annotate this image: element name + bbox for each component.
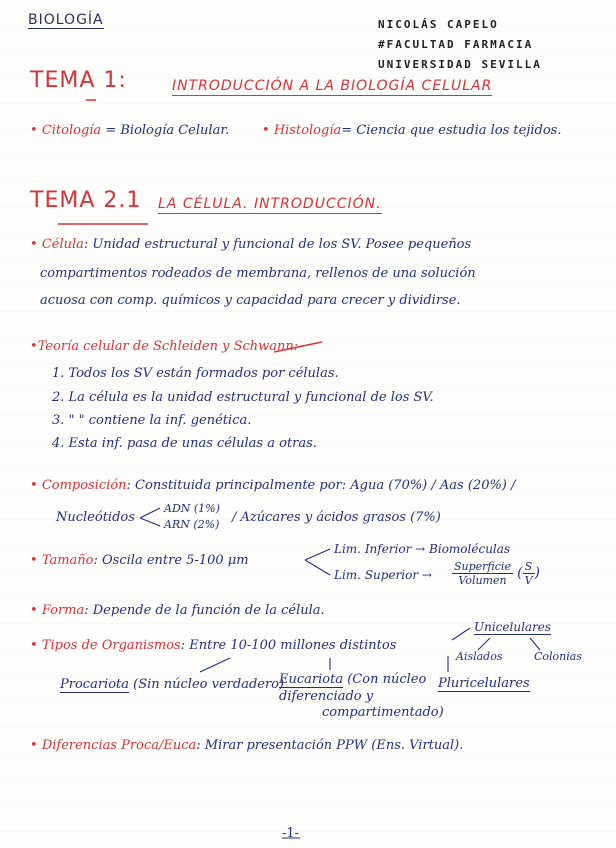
student-name: NICOLÁS CAPELO bbox=[378, 18, 499, 31]
aislados-label: Aislados bbox=[456, 650, 503, 663]
colonias-arrow bbox=[530, 638, 540, 650]
teoria-item-1: 1. Todos los SV están formados por células. bbox=[52, 366, 339, 381]
procariota-note: (Sin núcleo verdadero) bbox=[133, 677, 285, 692]
teoria-item-2: 2. La célula es la unidad estructural y funcional de los SV. bbox=[52, 390, 434, 405]
eucariota-term: Eucariota bbox=[279, 672, 344, 687]
diferencias-term: Diferencias Proca/Euca bbox=[41, 738, 197, 753]
bullet-icon: • bbox=[30, 339, 38, 354]
colonias-label: Colonias bbox=[534, 650, 582, 663]
nucleotidos-label: Nucleótidos bbox=[56, 510, 135, 525]
citologia-line bbox=[30, 123, 229, 138]
tema1-title: INTRODUCCIÓN A LA BIOLOGÍA CELULAR bbox=[172, 78, 493, 94]
bullet-icon: • bbox=[30, 123, 42, 138]
bullet-icon: • bbox=[30, 638, 42, 653]
ratio-denominator: Volumen bbox=[458, 574, 507, 587]
adn-arrow bbox=[140, 508, 160, 518]
bullet-icon: • bbox=[30, 738, 42, 753]
celula-line3: acuosa con comp. químicos y capacidad para crecer y dividirse. bbox=[40, 293, 461, 308]
ratio-v: V bbox=[524, 574, 533, 587]
citologia-definition: = Biología Celular. bbox=[105, 123, 230, 138]
eucariota-note3: compartimentado) bbox=[322, 705, 444, 720]
forma-term: Forma bbox=[41, 603, 85, 618]
celula-text1: : Unidad estructural y funcional de los SV. Posee pequeños bbox=[83, 237, 472, 252]
composicion-line1 bbox=[30, 478, 515, 493]
teoria-item-3: 3. " " contiene la inf. genética. bbox=[52, 413, 252, 428]
tamano-text: : Oscila entre 5-100 μm bbox=[93, 553, 249, 568]
eucariota-note2: diferenciado y bbox=[279, 689, 374, 704]
arn-arrow bbox=[140, 518, 160, 526]
procariota-line bbox=[60, 677, 284, 692]
aislados-arrow bbox=[478, 638, 490, 650]
page-number: -1- bbox=[282, 826, 300, 841]
limite-inferior: Lim. Inferior → Biomoléculas bbox=[334, 542, 511, 556]
diferencias-line bbox=[30, 738, 463, 753]
histologia-definition: = Ciencia que estudia los tejidos. bbox=[341, 123, 562, 138]
faculty-label: #FACULTAD FARMACIA bbox=[378, 38, 534, 51]
composicion-text: : Constituida principalmente por: Agua (70%) / Aas (20%) / bbox=[126, 478, 516, 493]
teoria-heading: Teoría celular de Schleiden y Schwann: bbox=[37, 339, 299, 354]
diferencias-text: : Mirar presentación PPW (Ens. Virtual). bbox=[196, 738, 464, 753]
bullet-icon: • bbox=[30, 553, 42, 568]
forma-text: : Depende de la función de la célula. bbox=[84, 603, 325, 618]
lim-inf-arrow bbox=[305, 549, 330, 560]
azucares-label: / Azúcares y ácidos grasos (7%) bbox=[232, 510, 441, 525]
subject-title: BIOLOGÍA bbox=[28, 12, 104, 28]
histologia-line bbox=[262, 123, 561, 138]
ratio-numerator: Superficie bbox=[454, 560, 511, 573]
celula-term: Célula bbox=[41, 237, 84, 252]
procariota-arrow bbox=[200, 658, 230, 672]
bullet-icon: • bbox=[30, 603, 42, 618]
tamano-term: Tamaño bbox=[41, 553, 94, 568]
citologia-term: Citología bbox=[41, 123, 102, 138]
eucariota-note1: (Con núcleo bbox=[347, 672, 427, 687]
eucariota-line bbox=[279, 672, 426, 687]
pluricelulares-label: Pluricelulares bbox=[438, 676, 530, 691]
university-label: UNIVERSIDAD SEVILLA bbox=[378, 58, 542, 71]
teoria-item-4: 4. Esta inf. pasa de unas células a otras. bbox=[52, 436, 317, 451]
teoria-heading-line bbox=[30, 339, 298, 354]
tema2-title: LA CÉLULA. INTRODUCCIÓN. bbox=[158, 196, 382, 212]
unicelulares-label: Unicelulares bbox=[474, 620, 552, 634]
tema2-number: TEMA 2.1 bbox=[30, 188, 142, 213]
superficie-volumen-ratio: $\frac{\text{Superficie}}{\text{Volumen}}$ ( $\frac{S}{V}$ ) bbox=[454, 560, 540, 587]
limite-superior: Lim. Superior → bbox=[334, 568, 432, 582]
tipos-line bbox=[30, 638, 396, 653]
bullet-icon: • bbox=[30, 478, 42, 493]
tema1-number: TEMA 1: bbox=[30, 68, 127, 93]
arn-label: ARN (2%) bbox=[164, 518, 220, 531]
bullet-icon: • bbox=[262, 123, 274, 138]
celula-line2: compartimentos rodeados de membrana, rellenos de una solución bbox=[40, 266, 476, 281]
celula-line1 bbox=[30, 237, 471, 252]
composicion-term: Composición bbox=[41, 478, 127, 493]
tamano-line bbox=[30, 553, 249, 568]
forma-line bbox=[30, 603, 325, 618]
bullet-icon: • bbox=[30, 237, 42, 252]
unicelulares-arrow bbox=[452, 628, 470, 640]
lim-sup-arrow bbox=[305, 560, 330, 575]
tipos-term: Tipos de Organismos bbox=[41, 638, 181, 653]
procariota-term: Procariota bbox=[60, 677, 129, 692]
histologia-term: Histología bbox=[273, 123, 342, 138]
adn-label: ADN (1%) bbox=[164, 502, 220, 515]
tipos-text: : Entre 10-100 millones distintos bbox=[180, 638, 397, 653]
ratio-s: S bbox=[523, 560, 535, 574]
